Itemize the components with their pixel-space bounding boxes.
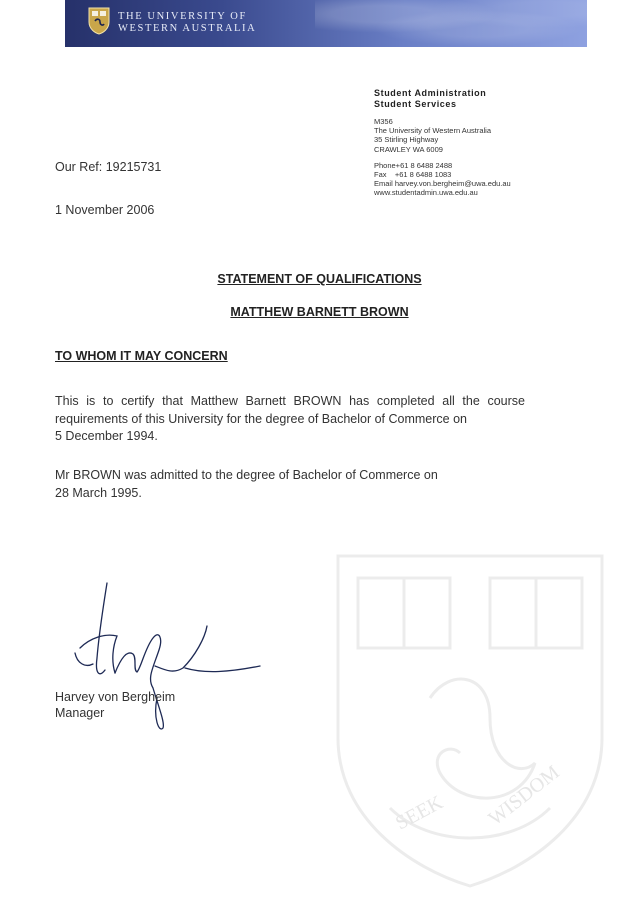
paragraph-line: requirements of this University for the degree of Bachelor of Commerce on (55, 411, 467, 426)
admission-paragraph (55, 467, 525, 502)
graduate-name: MATTHEW BARNETT BROWN (230, 305, 409, 319)
banner-decoration (315, 0, 587, 47)
sender-address-block (374, 88, 511, 198)
address-line: The University of Western Australia (374, 126, 491, 136)
certification-paragraph (55, 393, 525, 446)
our-reference: Our Ref: 19215731 (55, 160, 162, 174)
paragraph-line: Mr BROWN was admitted to the degree of Bachelor of Commerce on (55, 468, 438, 482)
university-crest-icon (88, 7, 110, 35)
fax-number: Fax +61 8 6488 1083 (374, 170, 452, 180)
paragraph-line: This is to certify that Matthew Barnett BROWN has completed all the course (55, 394, 525, 408)
address-line: CRAWLEY WA 6009 (374, 144, 443, 154)
section-name: Student Services (374, 99, 457, 109)
watermark-motto-left: SEEK (392, 791, 447, 835)
website-address: www.studentadmin.uwa.edu.au (374, 188, 478, 198)
salutation: TO WHOM IT MAY CONCERN (55, 349, 228, 363)
signatory-name: Harvey von Bergheim (55, 690, 176, 704)
email-address: Email harvey.von.bergheim@uwa.edu.au (374, 179, 511, 189)
signatory-position: Manager (55, 706, 105, 720)
document-title: STATEMENT OF QUALIFICATIONS (217, 272, 422, 286)
phone-number: Phone+61 8 6488 2488 (374, 160, 453, 170)
paragraph-line: 28 March 1995. (55, 485, 142, 500)
university-name-line1: THE UNIVERSITY OF (118, 11, 247, 22)
university-name-line2: WESTERN AUSTRALIA (118, 23, 257, 34)
address-line: M356 (374, 117, 393, 126)
department-name: Student Administration (374, 88, 487, 98)
signatory-block (55, 689, 175, 721)
university-name (118, 11, 256, 35)
letter-date: 1 November 2006 (55, 203, 155, 217)
university-crest-watermark-icon (330, 548, 610, 893)
watermark-motto-right: WISDOM (484, 761, 564, 830)
letterhead-banner (65, 0, 587, 47)
address-line: 35 Stirling Highway (374, 135, 439, 145)
paragraph-line: 5 December 1994. (55, 429, 158, 443)
